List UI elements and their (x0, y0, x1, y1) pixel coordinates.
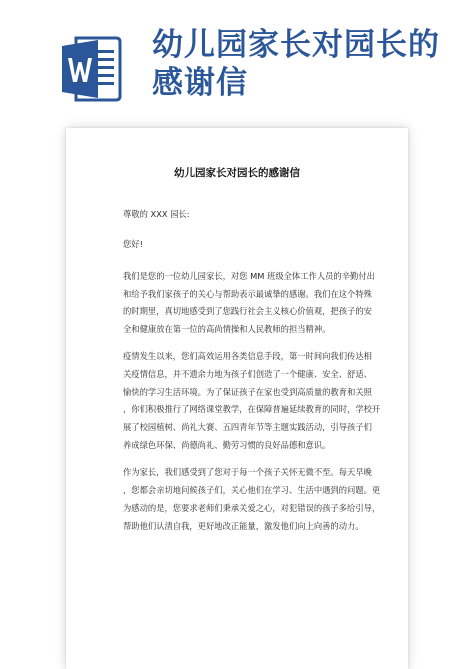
paragraph-line: 的时期里，真切地感受到了您践行社会主义核心价值观，把孩子的安 (123, 306, 372, 316)
salutation: 尊敬的 XXX 园长: (123, 209, 190, 219)
paragraph-line: 养成绿色环保、尚德尚礼、勤劳习惯的良好品德和意识。 (123, 440, 331, 450)
paragraph-line: 疫情发生以来，您们高效运用各类信息手段，第一时间向我们传达相 (123, 351, 372, 361)
paragraph-line: 展了校园植树、尚礼大赛、五四青年节等主题实践活动，引导孩子们 (123, 422, 372, 432)
document-page (66, 128, 408, 669)
paragraph-line: 帮助他们认清自我，更好地改正能量，激发他们向上向善的动力。 (123, 521, 364, 531)
paragraph-line: 作为家长，我们感受到了您对于每一个孩子关怀无微不至。每天早晚 (123, 467, 372, 477)
header-banner (0, 0, 474, 118)
banner-title: 幼儿园家长对园长的感谢信 (152, 27, 440, 101)
paragraph-line: 全和健康放在第一位的高尚情操和人民教师的担当精神。 (123, 324, 331, 334)
word-document-icon (62, 36, 122, 102)
paragraph-line: 和给予我们家孩子的关心与帮助表示最诚挚的感谢。我们在这个特殊 (123, 289, 372, 299)
paragraph-line: ，你们积极推行了网络课堂教学，在保障普遍延续教育的同时，学校开 (123, 404, 381, 414)
paragraph-line: 我们是您的一位幼儿园家长，对您 MM 班级全体工作人员的辛勤付出 (123, 271, 375, 281)
greeting: 您好! (123, 239, 143, 249)
paragraph-line: 为感动的是，您要求老师们秉承关爱之心，对犯错误的孩子多给引导， (123, 503, 381, 513)
paragraph-line: 关疫情信息，并不遗余力地为孩子们创造了一个健康、安全、舒适、 (123, 369, 372, 379)
paragraph-line: ，您都会亲切地问候孩子们，关心他们在学习、生活中遇到的问题。更 (123, 485, 381, 495)
document-title: 幼儿园家长对园长的感谢信 (174, 167, 300, 179)
paragraph-line: 愉快的学习生活环境。为了保证孩子在家也受到高质量的教育和关照 (123, 387, 372, 397)
